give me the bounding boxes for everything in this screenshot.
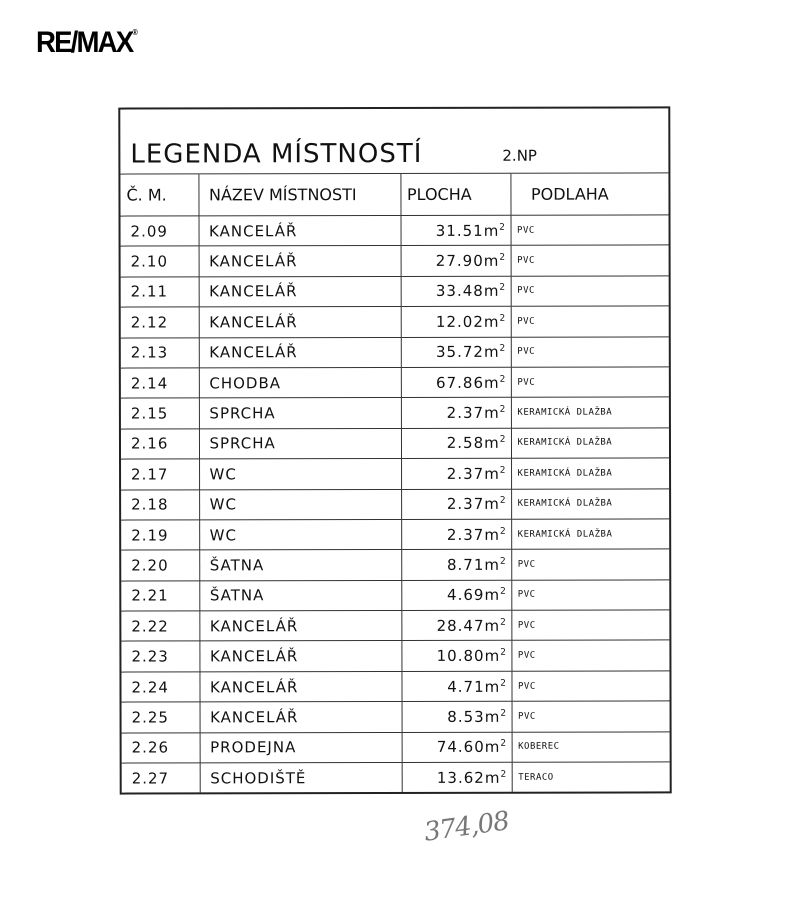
area-unit: m: [483, 221, 500, 240]
floor-material: KERAMICKÁ DLAŽBA: [511, 397, 669, 428]
table-row: [121, 549, 669, 581]
floor-material: KERAMICKÁ DLAŽBA: [511, 458, 669, 489]
floor-material: PVC: [511, 671, 669, 702]
floor-material: TERACO: [512, 762, 670, 792]
floor-material: KERAMICKÁ DLAŽBA: [511, 519, 669, 550]
room-number: 2.19: [121, 520, 199, 551]
area-unit-exponent: 2: [499, 313, 507, 324]
header-area: PLOCHA: [400, 174, 510, 216]
table-row: [121, 580, 669, 612]
table-row: [121, 397, 669, 429]
area-unit-exponent: 2: [499, 344, 507, 355]
table-row: [122, 762, 670, 793]
remax-logo: [36, 26, 138, 60]
area-unit-exponent: 2: [500, 708, 508, 719]
room-name: KANCELÁŘ: [199, 246, 401, 277]
room-area: [401, 641, 511, 672]
room-area: [401, 519, 511, 550]
area-unit-exponent: 2: [499, 222, 507, 233]
table-row: [121, 519, 669, 551]
floor-material: PVC: [512, 701, 670, 732]
area-value: 13.62: [436, 768, 485, 787]
table-row: [121, 458, 669, 490]
header-name: NÁZEV MÍSTNOSTI: [198, 174, 400, 216]
area-value: 2.37: [446, 525, 485, 544]
area-unit-exponent: 2: [499, 283, 507, 294]
area-value: 10.80: [436, 646, 485, 666]
floor-label: 2.NP: [502, 146, 537, 165]
room-name: KANCELÁŘ: [199, 337, 401, 368]
area-unit: m: [484, 707, 501, 726]
floor-material: KOBEREC: [512, 732, 670, 763]
area-value: 4.71: [447, 677, 485, 696]
floor-material: PVC: [511, 215, 669, 246]
area-value: 2.37: [446, 495, 485, 514]
floor-material: KERAMICKÁ DLAŽBA: [511, 488, 669, 519]
area-unit-exponent: 2: [499, 495, 507, 506]
room-name: ŠATNA: [199, 550, 401, 581]
room-name: WC: [199, 519, 401, 550]
area-value: 2.37: [446, 403, 485, 422]
room-area: [401, 671, 511, 702]
room-number: 2.14: [121, 368, 199, 399]
room-name: CHODBA: [199, 367, 401, 398]
room-number: 2.16: [121, 429, 199, 460]
area-unit: m: [484, 586, 501, 605]
area-unit: m: [484, 525, 500, 544]
floor-material: PVC: [511, 245, 669, 276]
area-unit: m: [484, 403, 500, 422]
room-name: SCHODIŠTĚ: [200, 763, 402, 793]
room-name: KANCELÁŘ: [199, 611, 401, 642]
area-unit-exponent: 2: [500, 769, 508, 780]
area-unit-exponent: 2: [500, 647, 507, 658]
area-unit: m: [483, 312, 500, 331]
room-area: [401, 550, 511, 581]
area-unit: m: [484, 555, 501, 574]
floor-material: PVC: [511, 610, 669, 641]
area-value: 2.37: [446, 464, 485, 483]
room-area: [401, 428, 511, 459]
room-area: [401, 367, 511, 398]
room-area: [401, 215, 511, 246]
area-unit-exponent: 2: [499, 526, 507, 537]
logo-text: RE/MAX: [36, 26, 133, 59]
table-row: [121, 671, 669, 703]
floor-material: PVC: [511, 549, 669, 580]
room-number: 2.09: [121, 216, 199, 247]
room-number: 2.17: [121, 459, 199, 490]
room-number: 2.22: [121, 611, 199, 642]
area-value: 8.71: [446, 555, 485, 574]
area-unit-exponent: 2: [499, 556, 507, 567]
table-row: [121, 245, 669, 277]
area-unit-exponent: 2: [499, 374, 507, 385]
area-unit: m: [484, 434, 500, 453]
room-area: [401, 306, 511, 337]
room-area: [401, 610, 511, 641]
floor-material: PVC: [511, 640, 669, 671]
area-unit-exponent: 2: [499, 252, 507, 263]
area-unit-exponent: 2: [499, 435, 507, 446]
area-unit: m: [484, 768, 501, 787]
legend-table: [120, 173, 669, 793]
area-value: 74.60: [436, 738, 485, 757]
room-name: PRODEJNA: [200, 732, 402, 763]
room-legend-table: [118, 106, 671, 795]
room-number: 2.23: [121, 641, 199, 672]
room-area: [401, 337, 511, 368]
room-number: 2.12: [121, 307, 199, 338]
area-unit-exponent: 2: [500, 678, 507, 689]
room-name: WC: [199, 489, 401, 520]
room-name: KANCELÁŘ: [199, 671, 401, 702]
area-value: 27.90: [435, 251, 484, 270]
room-area: [401, 398, 511, 429]
area-value: 31.51: [435, 221, 484, 240]
room-area: [401, 246, 511, 277]
room-number: 2.24: [121, 672, 199, 703]
area-value: 35.72: [435, 343, 484, 362]
table-row: [121, 488, 669, 520]
header-number: Č. M.: [120, 174, 198, 216]
table-row: [121, 276, 669, 308]
area-value: 4.69: [447, 586, 485, 605]
room-name: KANCELÁŘ: [199, 641, 401, 672]
handwritten-total: 374,08: [422, 806, 511, 848]
room-number: 2.18: [121, 489, 199, 520]
room-name: SPRCHA: [199, 428, 401, 459]
registered-mark: ®: [132, 28, 138, 37]
room-number: 2.15: [121, 398, 199, 429]
floor-material: PVC: [511, 580, 669, 611]
area-unit: m: [484, 738, 501, 757]
area-unit: m: [484, 494, 500, 514]
legend-title-row: [120, 108, 668, 174]
room-name: KANCELÁŘ: [199, 215, 401, 246]
area-value: 33.48: [435, 282, 484, 301]
area-unit: m: [483, 282, 500, 301]
table-row: [121, 610, 669, 642]
table-row: [122, 732, 670, 764]
area-unit-exponent: 2: [499, 404, 507, 415]
table-row: [121, 640, 669, 672]
area-unit: m: [484, 616, 501, 635]
room-name: ŠATNA: [199, 580, 401, 611]
legend-title: LEGENDA MÍSTNOSTÍ: [130, 138, 423, 170]
floor-material: PVC: [511, 336, 669, 367]
table-row: [121, 306, 669, 338]
area-unit-exponent: 2: [499, 465, 507, 476]
area-unit: m: [483, 373, 500, 392]
room-name: KANCELÁŘ: [199, 307, 401, 338]
room-area: [401, 458, 511, 489]
room-name: KANCELÁŘ: [199, 276, 401, 307]
room-number: 2.27: [122, 763, 200, 793]
area-unit: m: [484, 646, 501, 665]
room-number: 2.13: [121, 337, 199, 368]
area-value: 67.86: [436, 373, 485, 392]
table-row: [121, 367, 669, 399]
header-row: [120, 173, 668, 216]
floor-material: PVC: [511, 367, 669, 398]
area-unit-exponent: 2: [500, 617, 507, 628]
area-unit-exponent: 2: [500, 739, 508, 750]
room-number: 2.10: [121, 246, 199, 277]
area-value: 12.02: [435, 312, 484, 331]
room-number: 2.21: [121, 581, 199, 612]
room-area: [402, 732, 512, 763]
room-number: 2.11: [121, 277, 199, 308]
room-number: 2.26: [122, 733, 200, 764]
room-area: [401, 489, 511, 520]
table-row: [121, 336, 669, 368]
table-row: [122, 701, 670, 733]
room-area: [401, 580, 511, 611]
area-unit: m: [483, 343, 500, 362]
area-unit-exponent: 2: [500, 587, 507, 598]
table-row: [121, 428, 669, 460]
floor-material: KERAMICKÁ DLAŽBA: [511, 428, 669, 459]
floor-material: PVC: [511, 276, 669, 307]
area-value: 8.53: [447, 707, 485, 726]
header-floor: PODLAHA: [510, 173, 668, 215]
area-unit: m: [484, 677, 501, 696]
room-number: 2.20: [121, 550, 199, 581]
table-row: [121, 215, 669, 247]
area-unit: m: [483, 251, 500, 270]
floor-material: PVC: [511, 306, 669, 337]
area-value: 2.58: [446, 434, 485, 453]
room-area: [401, 276, 511, 307]
room-number: 2.25: [122, 702, 200, 733]
room-area: [402, 702, 512, 733]
area-unit: m: [484, 464, 500, 483]
room-area: [402, 762, 512, 792]
room-name: WC: [199, 459, 401, 490]
area-value: 28.47: [436, 616, 485, 635]
room-name: SPRCHA: [199, 398, 401, 429]
room-name: KANCELÁŘ: [200, 702, 402, 733]
